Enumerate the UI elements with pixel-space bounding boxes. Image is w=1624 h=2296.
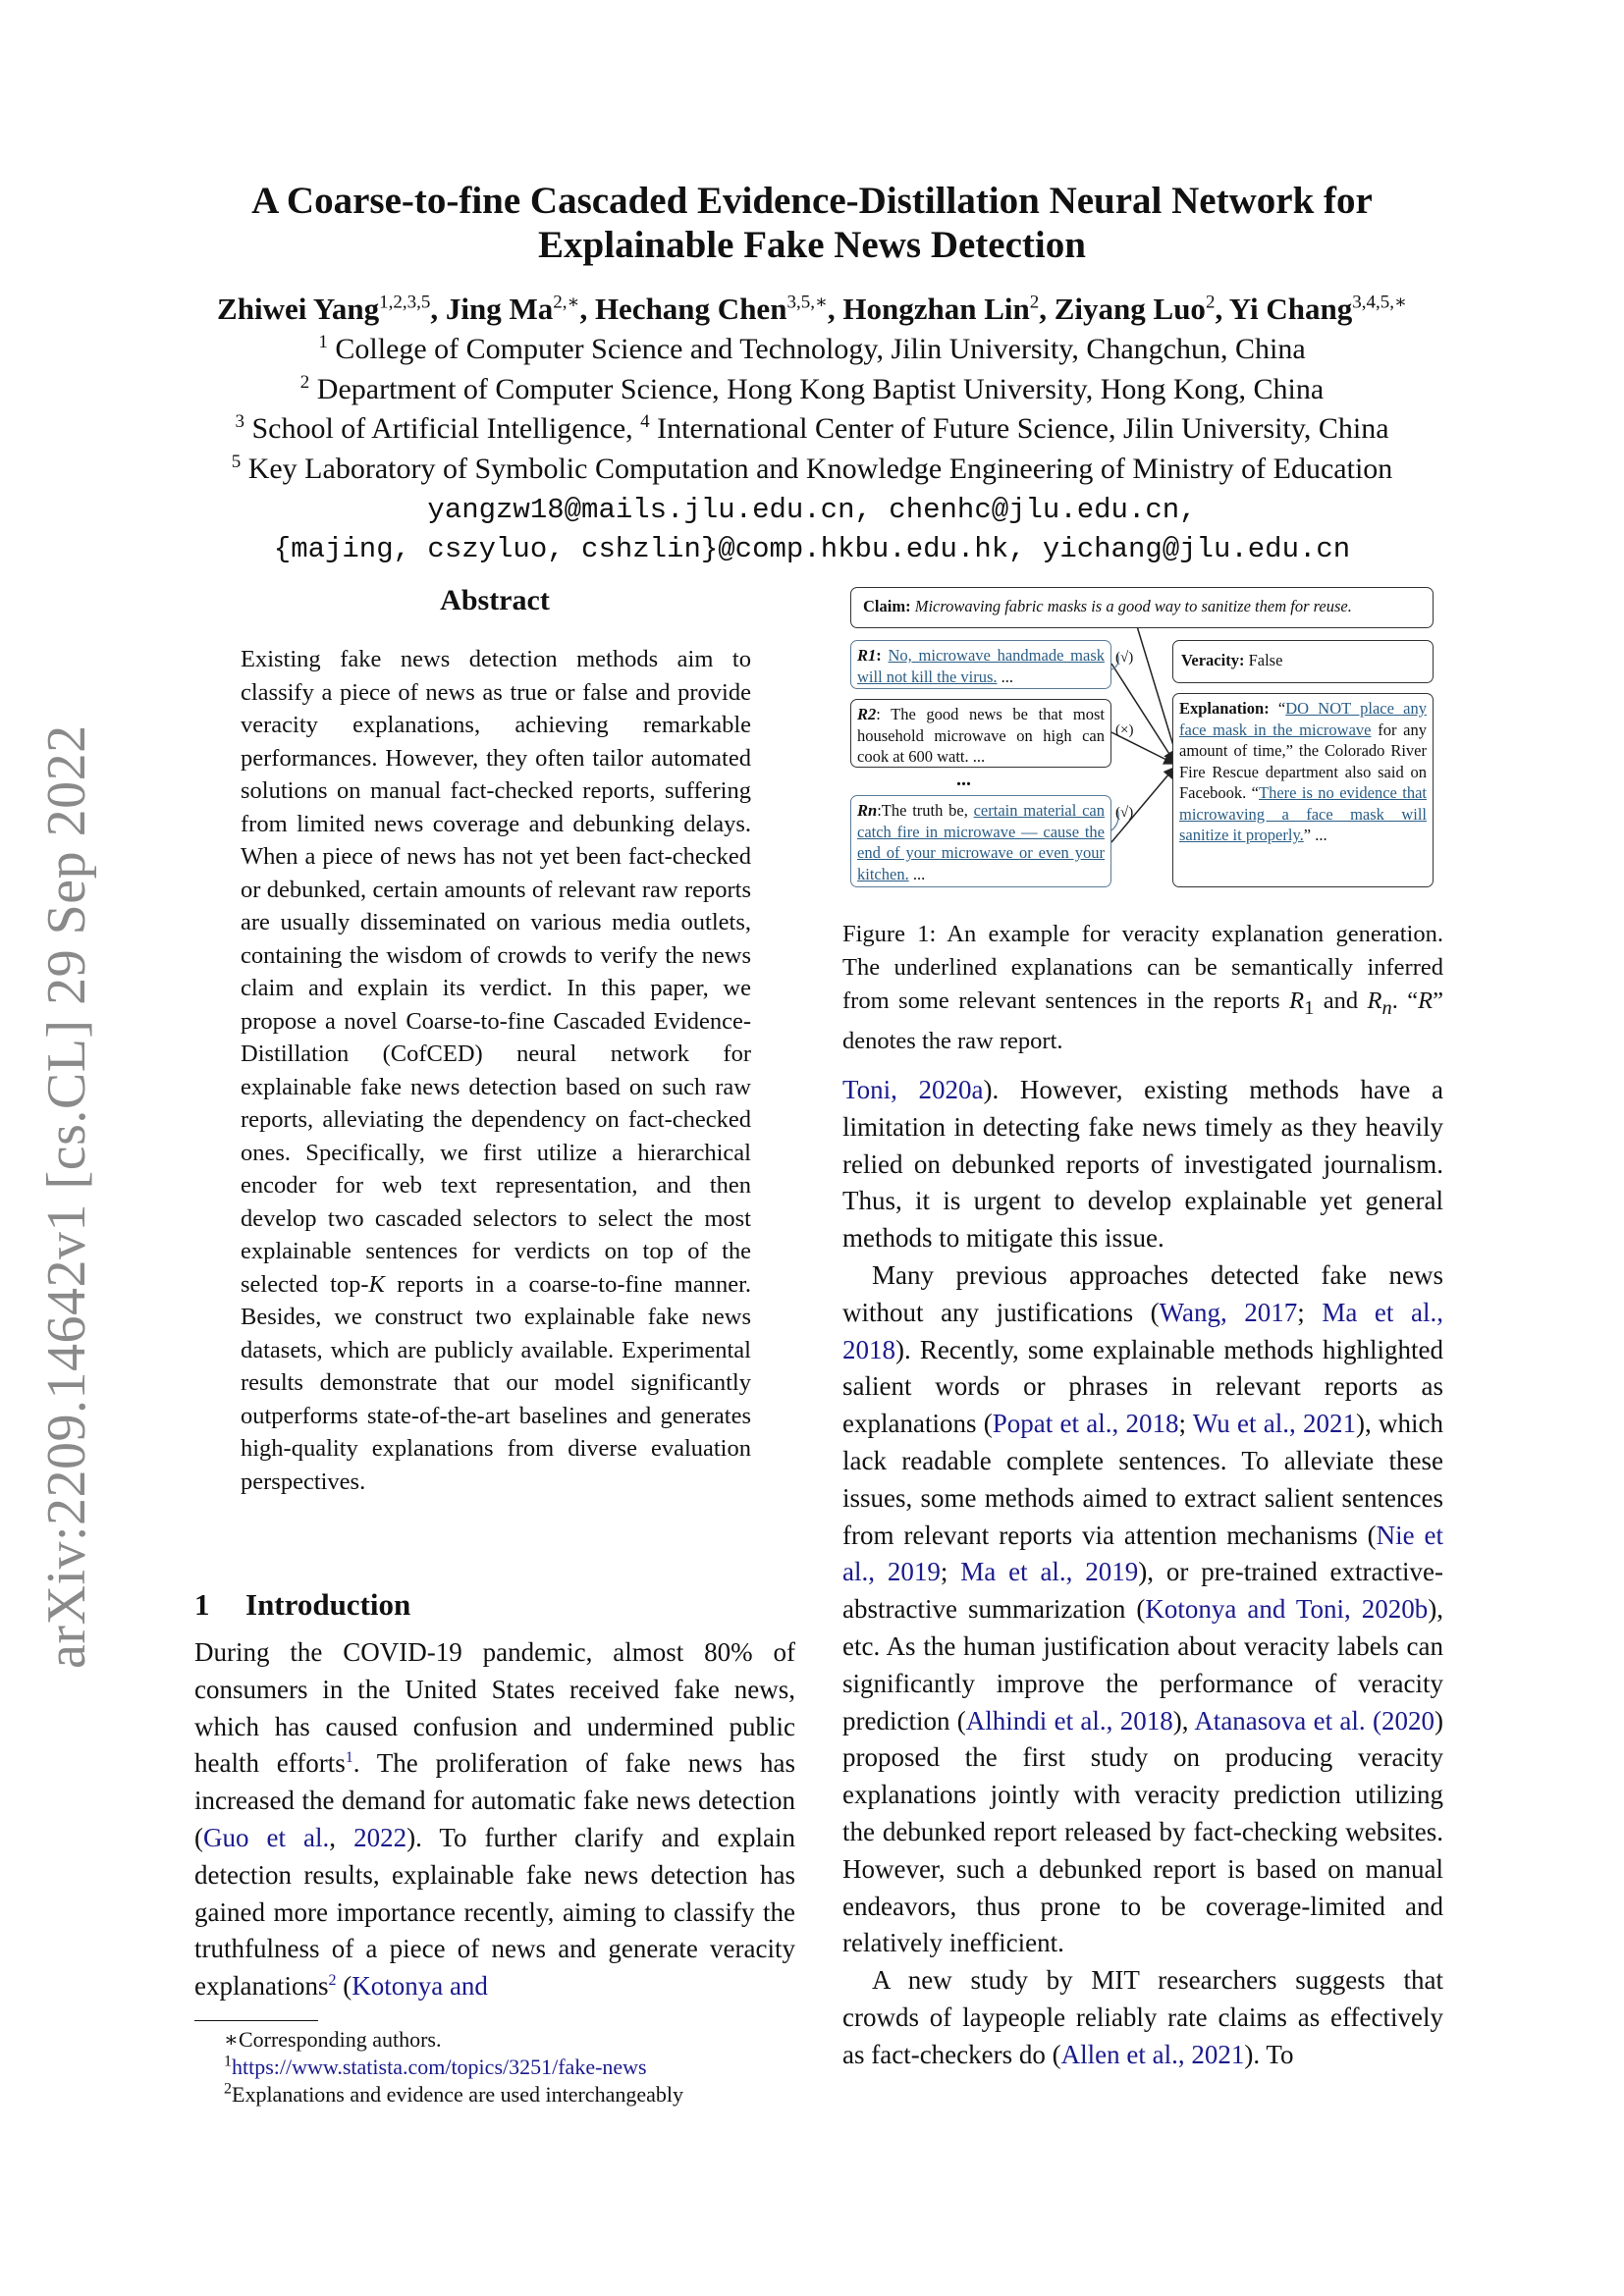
paragraph: Many previous approaches detected fake news without any justifications (Wang, 2017; Ma et al., 2018). Recently, some explainable methods highlighted salient words or phrases in relevant reports as explanations (Popat et al., 2018; Wu et al., 2021), which lack readable complete sentences. To alleviate these issues, some methods aimed to extract salient sentences from relevant reports via attention mechanisms (Nie et al., 2019; Ma et al., 2019), or pre-trained extractive-abstractive summarization (Kotonya and Toni, 2020b), etc. As the human justification about veracity labels can significantly improve the performance of veracity prediction (Alhindi et al., 2018), Atanasova et al. (2020) proposed the first study on producing veracity explanations jointly with veracity prediction utilizing the debunked report released by fact-checking websites. However, such a debunked report is based on manual endeavors, thus prone to be coverage-limited and relatively inefficient.: [842, 1259, 1444, 1958]
arxiv-stamp[interactable]: arXiv:2209.14642v1 [cs.CL] 29 Sep 2022: [36, 724, 97, 1669]
email-line-1: yangzw18@mails.jlu.edu.cn, chenhc@jlu.edu.cn,: [427, 494, 1197, 526]
intro-paragraph: During the COVID-19 pandemic, almost 80% of consumers in the United States received fake news, which has caused confusion and undermined public health efforts$^1$. The proliferation of fake news has increased the demand for automatic fake news detection (Guo et al., 2022). To further clarify and explain detection results, explainable fake news detection has gained more importance recently, aiming to classify the truthfulness of a piece of news and generate veracity explanations$^2$ (Kotonya and: [194, 1637, 795, 2002]
affiliation: $^5$ Key Laboratory of Symbolic Computation and Knowledge Engineering of Ministry of Education: [231, 451, 1393, 485]
report-r1-box: R1: No, microwave handmade mask will not kill the virus. ...: [850, 640, 1111, 689]
report-r2-box: R2: The good news be that most household microwave on high can cook at 600 watt. ...: [850, 699, 1111, 768]
citation-link[interactable]: Popat et al., 2018: [992, 1409, 1179, 1439]
citation-link[interactable]: Nie et al., 2019: [842, 1520, 1443, 1587]
right-column-text: [842, 1072, 1443, 2074]
arrow-r1: [1111, 664, 1174, 762]
veracity-box: Veracity: False: [1172, 640, 1434, 683]
citation-link[interactable]: Toni, 2020a: [842, 1075, 984, 1104]
footnote-rule: [194, 2020, 318, 2021]
affiliations: [59, 330, 1565, 489]
citation-link[interactable]: 2022: [353, 1822, 407, 1852]
claim-box: Claim: Microwaving fabric masks is a good way to sanitize them for reuse.: [850, 587, 1434, 628]
footnotes: [194, 2026, 795, 2109]
footnote-2: $^2$Explanations and evidence are used interchangeably: [224, 2080, 683, 2107]
abstract-text: Existing fake news detection methods aim to classify a piece of news as true or false and provide veracity explanations, achieving remarkable performances. However, they often tailor automated solutions on manual fact-checked reports, suffering from limited news coverage and debunking delays. When a piece of news has not yet been fact-checked or debunked, certain amounts of relevant raw reports are usually disseminated on various media outlets, containing the wisdom of crowds to verify the news claim and explain its verdict. In this paper, we propose a novel Coarse-to-fine Cascaded Evidence-Distillation (CofCED) neural network for explainable fake news detection based on such raw reports, alleviating the dependency on fact-checked ones. Specifically, we first utilize a hierarchical encoder for web text representation, and then develop two cascaded selectors to select the most explainable sentences for verdicts on top of the selected top-K reports in a coarse-to-fine manner. Besides, we construct two explainable fake news datasets, which are publicly available. Experimental results demonstrate that our model significantly outperforms state-of-the-art baselines and generates high-quality explanations from diverse evaluation perspectives.: [241, 646, 751, 1495]
author-emails: [59, 491, 1565, 569]
author: Hechang Chen$^{3,5,∗}$: [594, 292, 828, 326]
title-line-1: A Coarse-to-fine Cascaded Evidence-Distillation Neural Network for: [251, 180, 1373, 222]
footnote-url-link[interactable]: https://www.statista.com/topics/3251/fake-news: [232, 2055, 647, 2079]
author: Hongzhan Lin$^2$: [842, 292, 1040, 326]
citation-link[interactable]: Wang, 2017: [1159, 1297, 1298, 1327]
section-heading: 1 Introduction: [194, 1587, 411, 1622]
paragraph: A new study by MIT researchers suggests that crowds of laypeople reliably rate claims as effectively as fact-checkers do (Allen et al., 2021). To: [842, 1965, 1443, 2069]
author: Zhiwei Yang$^{1,2,3,5}$: [217, 292, 431, 326]
paper-title: [147, 179, 1477, 267]
footnote-ref[interactable]: 2: [328, 1972, 337, 1990]
citation-link[interactable]: Alhindi et al., 2018: [965, 1705, 1173, 1735]
title-line-2: Explainable Fake News Detection: [538, 224, 1086, 266]
citation-link[interactable]: Allen et al., 2021: [1060, 2039, 1245, 2069]
footnote-corresponding: ∗Corresponding authors.: [224, 2027, 442, 2052]
author: Jing $Ma^{2,∗}$: [445, 292, 580, 326]
citation-link[interactable]: Guo et al.: [203, 1822, 330, 1852]
report-rn-box: Rn:The truth be, certain material can catch fire in microwave — cause the end of your microwave or even your kitchen. ...: [850, 795, 1111, 887]
ellipsis: ...: [956, 769, 971, 790]
paragraph: Toni, 2020a). However, existing methods have a limitation in detecting fake news timely as they heavily relied on debunked reports of investigated journalism. Thus, it is urgent to develop explainable yet general methods to mitigate this issue.: [842, 1075, 1443, 1254]
figure-caption: Figure 1: An example for veracity explanation generation. The underlined explanations can be semantically inferred from some relevant sentences in the reports $R_1$ and $R_n$. “R” denotes the raw report.: [842, 921, 1443, 1054]
citation-link[interactable]: Kotonya and Toni, 2020b: [1145, 1594, 1429, 1625]
author-list: Zhiwei Yang$^{1,2,3,5}$, Jing $Ma^{2,∗}$, Hechang Chen$^{3,5,∗}$, Hongzhan Lin$^2$, Ziyang Luo$^2$, Yi Chang$^{3,4,5,∗}$: [217, 292, 1407, 326]
affiliation: $^2$ Department of Computer Science, Hong Kong Baptist University, Hong Kong, China: [299, 371, 1325, 405]
citation-link[interactable]: Ma et al., 2019: [960, 1557, 1139, 1587]
figure-1: [842, 585, 1443, 899]
footnote-ref[interactable]: 1: [345, 1749, 353, 1767]
author: Ziyang Luo$^2$: [1054, 292, 1216, 326]
citation-link[interactable]: Wu et al., 2021: [1192, 1409, 1356, 1439]
check-mark-rn: (√): [1115, 805, 1134, 821]
check-mark-r1: (√): [1115, 650, 1134, 666]
citation-link[interactable]: Kotonya and: [352, 1971, 488, 2002]
citation-link[interactable]: Ma et al., 2018: [842, 1297, 1443, 1364]
footnote-1: $^1$https://www.statista.com/topics/3251/fake-news: [224, 2053, 647, 2079]
cross-mark-r2: (×): [1115, 722, 1134, 738]
email-line-2: {majing, cszyluo, cshzlin}@comp.hkbu.edu.hk, yichang@jlu.edu.cn: [273, 533, 1351, 565]
author: Yi Chang$^{3,4,5,∗}$: [1228, 292, 1407, 326]
affiliation: $^3$ School of Artificial Intelligence, $^4$ International Center of Future Science, Jilin University, China: [235, 411, 1389, 445]
abstract-heading: Abstract: [440, 584, 550, 616]
explanation-box: Explanation: “DO NOT place any face mask in the microwave for any amount of time,” the Colorado River Fire Rescue department also said on Facebook. “There is no evidence that microwaving a face mask will sanitize it properly.” ...: [1172, 693, 1434, 887]
citation-link[interactable]: Atanasova et al. (2020: [1194, 1705, 1435, 1735]
affiliation: $^1$ College of Computer Science and Technology, Jilin University, Changchun, China: [318, 332, 1306, 365]
